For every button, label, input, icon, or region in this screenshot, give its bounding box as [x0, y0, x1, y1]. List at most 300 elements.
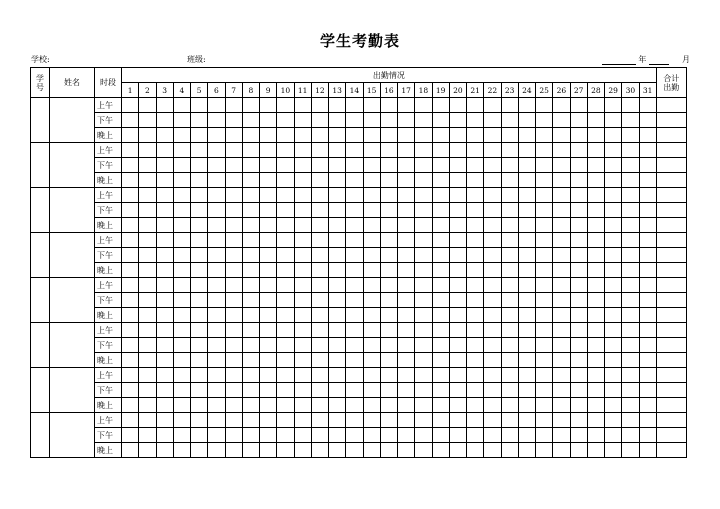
attendance-cell[interactable] [518, 383, 535, 398]
attendance-cell[interactable] [380, 143, 397, 158]
student-id-cell[interactable] [31, 143, 50, 188]
attendance-cell[interactable] [260, 143, 277, 158]
attendance-cell[interactable] [346, 98, 363, 113]
attendance-cell[interactable] [467, 323, 484, 338]
attendance-cell[interactable] [277, 218, 294, 233]
attendance-cell[interactable] [242, 338, 259, 353]
attendance-cell[interactable] [605, 113, 622, 128]
attendance-cell[interactable] [380, 263, 397, 278]
attendance-cell[interactable] [311, 323, 328, 338]
attendance-cell[interactable] [208, 368, 225, 383]
attendance-cell[interactable] [294, 293, 311, 308]
attendance-cell[interactable] [277, 128, 294, 143]
attendance-cell[interactable] [260, 383, 277, 398]
attendance-cell[interactable] [294, 173, 311, 188]
attendance-cell[interactable] [156, 173, 173, 188]
attendance-cell[interactable] [639, 248, 656, 263]
attendance-cell[interactable] [191, 203, 208, 218]
attendance-cell[interactable] [139, 143, 156, 158]
attendance-cell[interactable] [329, 323, 346, 338]
attendance-cell[interactable] [639, 308, 656, 323]
attendance-cell[interactable] [260, 263, 277, 278]
attendance-cell[interactable] [449, 293, 466, 308]
attendance-cell[interactable] [346, 368, 363, 383]
attendance-cell[interactable] [208, 263, 225, 278]
attendance-cell[interactable] [363, 188, 380, 203]
attendance-cell[interactable] [277, 203, 294, 218]
attendance-cell[interactable] [501, 383, 518, 398]
attendance-cell[interactable] [156, 233, 173, 248]
total-cell[interactable] [656, 188, 686, 203]
attendance-cell[interactable] [639, 383, 656, 398]
total-cell[interactable] [656, 353, 686, 368]
attendance-cell[interactable] [277, 158, 294, 173]
attendance-cell[interactable] [467, 383, 484, 398]
attendance-cell[interactable] [587, 413, 604, 428]
attendance-cell[interactable] [122, 173, 139, 188]
attendance-cell[interactable] [553, 323, 570, 338]
attendance-cell[interactable] [398, 263, 415, 278]
attendance-cell[interactable] [277, 443, 294, 458]
attendance-cell[interactable] [260, 113, 277, 128]
attendance-cell[interactable] [311, 278, 328, 293]
attendance-cell[interactable] [346, 428, 363, 443]
attendance-cell[interactable] [363, 308, 380, 323]
attendance-cell[interactable] [122, 293, 139, 308]
attendance-cell[interactable] [432, 173, 449, 188]
attendance-cell[interactable] [242, 143, 259, 158]
attendance-cell[interactable] [622, 218, 639, 233]
attendance-cell[interactable] [467, 263, 484, 278]
attendance-cell[interactable] [173, 248, 190, 263]
attendance-cell[interactable] [415, 428, 432, 443]
attendance-cell[interactable] [380, 233, 397, 248]
attendance-cell[interactable] [467, 398, 484, 413]
attendance-cell[interactable] [570, 338, 587, 353]
attendance-cell[interactable] [570, 248, 587, 263]
attendance-cell[interactable] [225, 398, 242, 413]
attendance-cell[interactable] [398, 428, 415, 443]
attendance-cell[interactable] [536, 293, 553, 308]
attendance-cell[interactable] [311, 203, 328, 218]
attendance-cell[interactable] [191, 398, 208, 413]
attendance-cell[interactable] [501, 173, 518, 188]
attendance-cell[interactable] [122, 383, 139, 398]
attendance-cell[interactable] [346, 203, 363, 218]
attendance-cell[interactable] [122, 398, 139, 413]
attendance-cell[interactable] [622, 293, 639, 308]
attendance-cell[interactable] [467, 443, 484, 458]
attendance-cell[interactable] [242, 218, 259, 233]
attendance-cell[interactable] [311, 368, 328, 383]
attendance-cell[interactable] [173, 413, 190, 428]
attendance-cell[interactable] [363, 443, 380, 458]
attendance-cell[interactable] [139, 188, 156, 203]
attendance-cell[interactable] [501, 368, 518, 383]
attendance-cell[interactable] [467, 128, 484, 143]
attendance-cell[interactable] [329, 398, 346, 413]
attendance-cell[interactable] [294, 428, 311, 443]
attendance-cell[interactable] [277, 113, 294, 128]
attendance-cell[interactable] [570, 353, 587, 368]
attendance-cell[interactable] [398, 218, 415, 233]
attendance-cell[interactable] [260, 293, 277, 308]
attendance-cell[interactable] [277, 338, 294, 353]
attendance-cell[interactable] [208, 128, 225, 143]
attendance-cell[interactable] [260, 443, 277, 458]
attendance-cell[interactable] [139, 398, 156, 413]
attendance-cell[interactable] [398, 188, 415, 203]
attendance-cell[interactable] [501, 293, 518, 308]
attendance-cell[interactable] [277, 398, 294, 413]
attendance-cell[interactable] [639, 368, 656, 383]
student-id-cell[interactable] [31, 368, 50, 413]
attendance-cell[interactable] [260, 218, 277, 233]
attendance-cell[interactable] [605, 383, 622, 398]
attendance-cell[interactable] [536, 443, 553, 458]
attendance-cell[interactable] [518, 428, 535, 443]
attendance-cell[interactable] [501, 248, 518, 263]
attendance-cell[interactable] [346, 233, 363, 248]
attendance-cell[interactable] [277, 308, 294, 323]
attendance-cell[interactable] [605, 293, 622, 308]
attendance-cell[interactable] [277, 263, 294, 278]
attendance-cell[interactable] [294, 308, 311, 323]
attendance-cell[interactable] [484, 383, 501, 398]
attendance-cell[interactable] [449, 188, 466, 203]
attendance-cell[interactable] [139, 158, 156, 173]
attendance-cell[interactable] [225, 143, 242, 158]
attendance-cell[interactable] [501, 218, 518, 233]
attendance-cell[interactable] [415, 368, 432, 383]
total-cell[interactable] [656, 338, 686, 353]
attendance-cell[interactable] [329, 113, 346, 128]
attendance-cell[interactable] [415, 203, 432, 218]
attendance-cell[interactable] [122, 278, 139, 293]
attendance-cell[interactable] [587, 248, 604, 263]
attendance-cell[interactable] [260, 158, 277, 173]
attendance-cell[interactable] [570, 383, 587, 398]
attendance-cell[interactable] [208, 233, 225, 248]
attendance-cell[interactable] [225, 278, 242, 293]
attendance-cell[interactable] [622, 368, 639, 383]
attendance-cell[interactable] [380, 323, 397, 338]
attendance-cell[interactable] [553, 188, 570, 203]
attendance-cell[interactable] [277, 293, 294, 308]
total-cell[interactable] [656, 323, 686, 338]
attendance-cell[interactable] [501, 398, 518, 413]
attendance-cell[interactable] [484, 98, 501, 113]
attendance-cell[interactable] [467, 203, 484, 218]
attendance-cell[interactable] [605, 188, 622, 203]
attendance-cell[interactable] [432, 308, 449, 323]
attendance-cell[interactable] [363, 158, 380, 173]
attendance-cell[interactable] [294, 188, 311, 203]
attendance-cell[interactable] [484, 173, 501, 188]
attendance-cell[interactable] [415, 158, 432, 173]
attendance-cell[interactable] [518, 233, 535, 248]
attendance-cell[interactable] [122, 428, 139, 443]
attendance-cell[interactable] [380, 368, 397, 383]
attendance-cell[interactable] [380, 218, 397, 233]
attendance-cell[interactable] [242, 428, 259, 443]
attendance-cell[interactable] [346, 188, 363, 203]
attendance-cell[interactable] [570, 203, 587, 218]
attendance-cell[interactable] [346, 248, 363, 263]
attendance-cell[interactable] [501, 353, 518, 368]
attendance-cell[interactable] [484, 308, 501, 323]
attendance-cell[interactable] [501, 143, 518, 158]
attendance-cell[interactable] [570, 323, 587, 338]
attendance-cell[interactable] [139, 428, 156, 443]
attendance-cell[interactable] [242, 128, 259, 143]
attendance-cell[interactable] [501, 113, 518, 128]
attendance-cell[interactable] [311, 248, 328, 263]
attendance-cell[interactable] [363, 113, 380, 128]
attendance-cell[interactable] [191, 323, 208, 338]
attendance-cell[interactable] [208, 443, 225, 458]
attendance-cell[interactable] [553, 278, 570, 293]
attendance-cell[interactable] [622, 428, 639, 443]
attendance-cell[interactable] [467, 143, 484, 158]
attendance-cell[interactable] [173, 263, 190, 278]
attendance-cell[interactable] [277, 413, 294, 428]
attendance-cell[interactable] [294, 413, 311, 428]
attendance-cell[interactable] [622, 353, 639, 368]
attendance-cell[interactable] [242, 158, 259, 173]
attendance-cell[interactable] [208, 413, 225, 428]
attendance-cell[interactable] [432, 338, 449, 353]
attendance-cell[interactable] [467, 218, 484, 233]
attendance-cell[interactable] [277, 383, 294, 398]
attendance-cell[interactable] [294, 353, 311, 368]
attendance-cell[interactable] [415, 248, 432, 263]
attendance-cell[interactable] [346, 338, 363, 353]
attendance-cell[interactable] [432, 98, 449, 113]
total-cell[interactable] [656, 428, 686, 443]
attendance-cell[interactable] [501, 203, 518, 218]
attendance-cell[interactable] [587, 128, 604, 143]
attendance-cell[interactable] [225, 368, 242, 383]
attendance-cell[interactable] [449, 368, 466, 383]
attendance-cell[interactable] [518, 398, 535, 413]
attendance-cell[interactable] [225, 338, 242, 353]
attendance-cell[interactable] [156, 188, 173, 203]
attendance-cell[interactable] [173, 203, 190, 218]
attendance-cell[interactable] [311, 143, 328, 158]
attendance-cell[interactable] [156, 293, 173, 308]
attendance-cell[interactable] [208, 308, 225, 323]
attendance-cell[interactable] [225, 203, 242, 218]
attendance-cell[interactable] [380, 278, 397, 293]
attendance-cell[interactable] [553, 263, 570, 278]
attendance-cell[interactable] [587, 218, 604, 233]
attendance-cell[interactable] [484, 293, 501, 308]
attendance-cell[interactable] [311, 113, 328, 128]
attendance-cell[interactable] [363, 293, 380, 308]
attendance-cell[interactable] [294, 323, 311, 338]
attendance-cell[interactable] [139, 353, 156, 368]
total-cell[interactable] [656, 98, 686, 113]
attendance-cell[interactable] [415, 353, 432, 368]
attendance-cell[interactable] [329, 98, 346, 113]
attendance-cell[interactable] [415, 143, 432, 158]
attendance-cell[interactable] [398, 158, 415, 173]
attendance-cell[interactable] [415, 383, 432, 398]
attendance-cell[interactable] [553, 398, 570, 413]
attendance-cell[interactable] [553, 98, 570, 113]
attendance-cell[interactable] [363, 368, 380, 383]
attendance-cell[interactable] [639, 428, 656, 443]
attendance-cell[interactable] [398, 203, 415, 218]
attendance-cell[interactable] [553, 413, 570, 428]
attendance-cell[interactable] [225, 353, 242, 368]
attendance-cell[interactable] [484, 218, 501, 233]
attendance-cell[interactable] [346, 128, 363, 143]
total-cell[interactable] [656, 413, 686, 428]
attendance-cell[interactable] [622, 143, 639, 158]
attendance-cell[interactable] [380, 188, 397, 203]
attendance-cell[interactable] [622, 413, 639, 428]
attendance-cell[interactable] [294, 203, 311, 218]
attendance-cell[interactable] [139, 113, 156, 128]
total-cell[interactable] [656, 293, 686, 308]
attendance-cell[interactable] [277, 98, 294, 113]
attendance-cell[interactable] [570, 113, 587, 128]
attendance-cell[interactable] [553, 173, 570, 188]
attendance-cell[interactable] [122, 323, 139, 338]
attendance-cell[interactable] [398, 113, 415, 128]
attendance-cell[interactable] [570, 428, 587, 443]
attendance-cell[interactable] [570, 233, 587, 248]
student-id-cell[interactable] [31, 188, 50, 233]
attendance-cell[interactable] [173, 98, 190, 113]
attendance-cell[interactable] [415, 293, 432, 308]
attendance-cell[interactable] [173, 113, 190, 128]
attendance-cell[interactable] [380, 158, 397, 173]
attendance-cell[interactable] [467, 278, 484, 293]
attendance-cell[interactable] [415, 98, 432, 113]
attendance-cell[interactable] [622, 158, 639, 173]
attendance-cell[interactable] [225, 128, 242, 143]
attendance-cell[interactable] [449, 113, 466, 128]
attendance-cell[interactable] [415, 398, 432, 413]
attendance-cell[interactable] [311, 428, 328, 443]
attendance-cell[interactable] [363, 383, 380, 398]
attendance-cell[interactable] [311, 353, 328, 368]
attendance-cell[interactable] [639, 128, 656, 143]
attendance-cell[interactable] [122, 353, 139, 368]
attendance-cell[interactable] [501, 338, 518, 353]
attendance-cell[interactable] [484, 113, 501, 128]
attendance-cell[interactable] [156, 143, 173, 158]
attendance-cell[interactable] [639, 158, 656, 173]
attendance-cell[interactable] [449, 383, 466, 398]
attendance-cell[interactable] [484, 443, 501, 458]
attendance-cell[interactable] [173, 158, 190, 173]
attendance-cell[interactable] [570, 398, 587, 413]
attendance-cell[interactable] [346, 293, 363, 308]
attendance-cell[interactable] [415, 233, 432, 248]
student-name-cell[interactable] [50, 323, 95, 368]
attendance-cell[interactable] [329, 158, 346, 173]
attendance-cell[interactable] [242, 113, 259, 128]
attendance-cell[interactable] [191, 383, 208, 398]
attendance-cell[interactable] [173, 383, 190, 398]
attendance-cell[interactable] [225, 308, 242, 323]
attendance-cell[interactable] [260, 398, 277, 413]
attendance-cell[interactable] [311, 98, 328, 113]
attendance-cell[interactable] [311, 128, 328, 143]
attendance-cell[interactable] [415, 338, 432, 353]
attendance-cell[interactable] [639, 413, 656, 428]
attendance-cell[interactable] [518, 98, 535, 113]
attendance-cell[interactable] [432, 368, 449, 383]
attendance-cell[interactable] [225, 248, 242, 263]
attendance-cell[interactable] [553, 368, 570, 383]
attendance-cell[interactable] [553, 293, 570, 308]
attendance-cell[interactable] [587, 278, 604, 293]
attendance-cell[interactable] [329, 278, 346, 293]
total-cell[interactable] [656, 203, 686, 218]
attendance-cell[interactable] [380, 428, 397, 443]
attendance-cell[interactable] [294, 98, 311, 113]
attendance-cell[interactable] [432, 323, 449, 338]
attendance-cell[interactable] [294, 443, 311, 458]
attendance-cell[interactable] [380, 293, 397, 308]
attendance-cell[interactable] [156, 263, 173, 278]
attendance-cell[interactable] [398, 173, 415, 188]
attendance-cell[interactable] [380, 248, 397, 263]
attendance-cell[interactable] [449, 128, 466, 143]
attendance-cell[interactable] [415, 443, 432, 458]
attendance-cell[interactable] [191, 158, 208, 173]
attendance-cell[interactable] [139, 293, 156, 308]
attendance-cell[interactable] [449, 353, 466, 368]
attendance-cell[interactable] [311, 443, 328, 458]
attendance-cell[interactable] [139, 278, 156, 293]
attendance-cell[interactable] [432, 353, 449, 368]
attendance-cell[interactable] [122, 128, 139, 143]
attendance-cell[interactable] [294, 278, 311, 293]
attendance-cell[interactable] [536, 248, 553, 263]
attendance-cell[interactable] [122, 233, 139, 248]
attendance-cell[interactable] [225, 188, 242, 203]
attendance-cell[interactable] [122, 218, 139, 233]
attendance-cell[interactable] [242, 308, 259, 323]
attendance-cell[interactable] [277, 188, 294, 203]
attendance-cell[interactable] [518, 203, 535, 218]
attendance-cell[interactable] [484, 143, 501, 158]
attendance-cell[interactable] [553, 353, 570, 368]
attendance-cell[interactable] [191, 128, 208, 143]
attendance-cell[interactable] [398, 398, 415, 413]
attendance-cell[interactable] [225, 383, 242, 398]
attendance-cell[interactable] [622, 248, 639, 263]
attendance-cell[interactable] [191, 113, 208, 128]
total-cell[interactable] [656, 443, 686, 458]
attendance-cell[interactable] [501, 233, 518, 248]
attendance-cell[interactable] [156, 128, 173, 143]
attendance-cell[interactable] [622, 323, 639, 338]
attendance-cell[interactable] [501, 308, 518, 323]
attendance-cell[interactable] [191, 428, 208, 443]
attendance-cell[interactable] [346, 443, 363, 458]
attendance-cell[interactable] [277, 233, 294, 248]
attendance-cell[interactable] [294, 383, 311, 398]
attendance-cell[interactable] [518, 413, 535, 428]
attendance-cell[interactable] [639, 293, 656, 308]
